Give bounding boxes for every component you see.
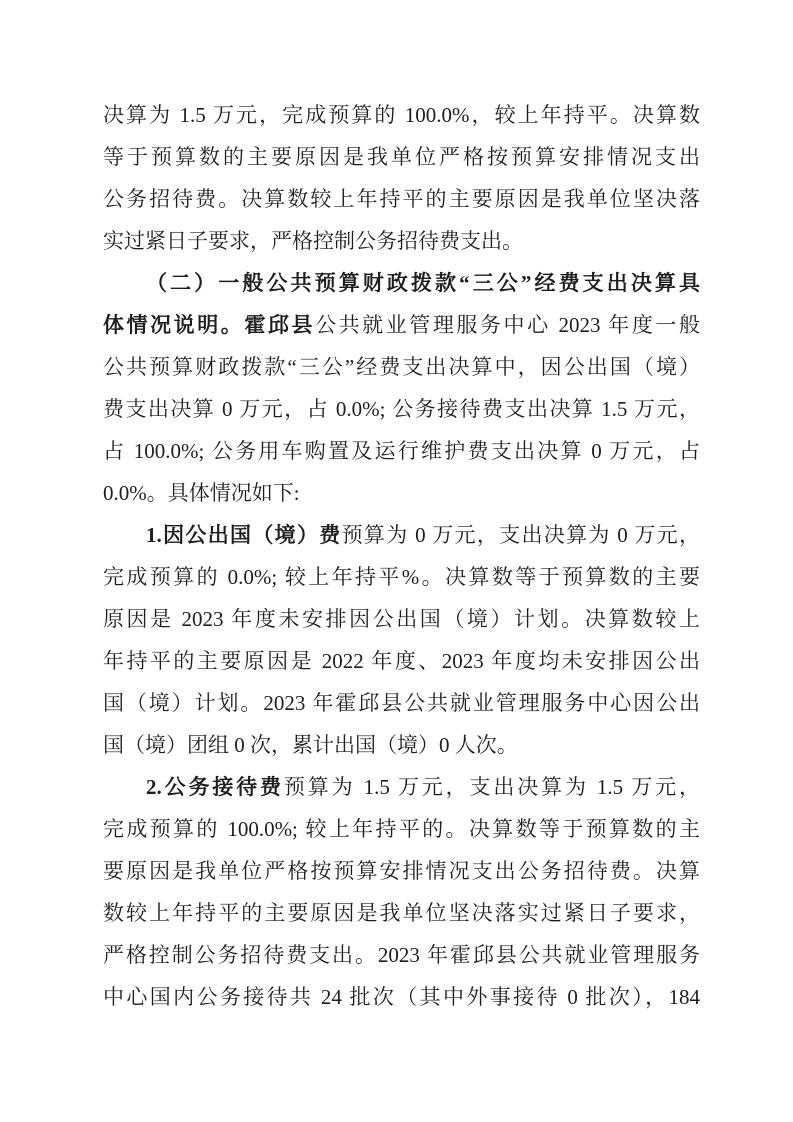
body-text: 预算为 1.5 万元，支出决算为 1.5 万元，	[283, 775, 700, 799]
body-text: 国（境）团组 0 次，累计出国（境）0 人次。	[103, 733, 518, 757]
text-line	[103, 556, 700, 598]
body-text: 国（境）计划。2023 年霍邱县公共就业管理服务中心因公出	[103, 691, 700, 715]
bold-text: 2.公务接待费	[146, 775, 284, 799]
text-line	[103, 346, 700, 388]
body-text: 完成预算的 100.0%; 较上年持平的。决算数等于预算数的主	[103, 817, 700, 841]
body-text: 决算为 1.5 万元，完成预算的 100.0%，较上年持平。决算数	[103, 103, 700, 127]
text-line	[103, 472, 700, 514]
body-text: 0.0%。具体情况如下:	[103, 481, 300, 505]
bold-text: 体情况说明。霍邱县	[103, 313, 316, 337]
document-body	[103, 94, 700, 1018]
text-line	[103, 808, 700, 850]
body-text: 费支出决算 0 万元，占 0.0%; 公务接待费支出决算 1.5 万元，	[103, 397, 700, 421]
body-text: 完成预算的 0.0%; 较上年持平%。决算数等于预算数的主要	[103, 565, 700, 589]
text-line	[103, 178, 700, 220]
text-line	[103, 94, 700, 136]
text-line	[103, 976, 700, 1018]
text-line	[103, 136, 700, 178]
item-heading-line	[103, 514, 700, 556]
text-line	[103, 892, 700, 934]
body-text: 等于预算数的主要原因是我单位严格按预算安排情况支出	[103, 145, 700, 169]
body-text: 预算为 0 万元，支出决算为 0 万元，	[341, 523, 700, 547]
body-text: 严格控制公务招待费支出。2023 年霍邱县公共就业管理服务	[103, 943, 700, 967]
text-line	[103, 304, 700, 346]
body-text: 占 100.0%; 公务用车购置及运行维护费支出决算 0 万元，占	[103, 439, 700, 463]
body-text: 实过紧日子要求，严格控制公务招待费支出。	[103, 229, 523, 253]
bold-text: 1.因公出国（境）费	[146, 523, 342, 547]
item-heading-line	[103, 766, 700, 808]
text-line	[103, 640, 700, 682]
bold-text: （二）一般公共预算财政拨款“三公”经费支出决算具	[146, 271, 700, 295]
body-text: 要原因是我单位严格按预算安排情况支出公务招待费。决算	[103, 859, 700, 883]
body-text: 公共预算财政拨款“三公”经费支出决算中，因公出国（境）	[103, 355, 700, 379]
text-line	[103, 388, 700, 430]
body-text: 公共就业管理服务中心 2023 年度一般	[315, 313, 700, 337]
text-line	[103, 724, 700, 766]
text-line	[103, 934, 700, 976]
section-heading-line	[103, 262, 700, 304]
body-text: 年持平的主要原因是 2022 年度、2023 年度均未安排因公出	[103, 649, 700, 673]
body-text: 中心国内公务接待共 24 批次（其中外事接待 0 批次），184	[103, 985, 700, 1009]
text-line	[103, 220, 700, 262]
body-text: 数较上年持平的主要原因是我单位坚决落实过紧日子要求，	[103, 901, 700, 925]
text-line	[103, 850, 700, 892]
text-line	[103, 598, 700, 640]
body-text: 原因是 2023 年度未安排因公出国（境）计划。决算数较上	[103, 607, 700, 631]
text-line	[103, 430, 700, 472]
text-line	[103, 682, 700, 724]
body-text: 公务招待费。决算数较上年持平的主要原因是我单位坚决落	[103, 187, 700, 211]
